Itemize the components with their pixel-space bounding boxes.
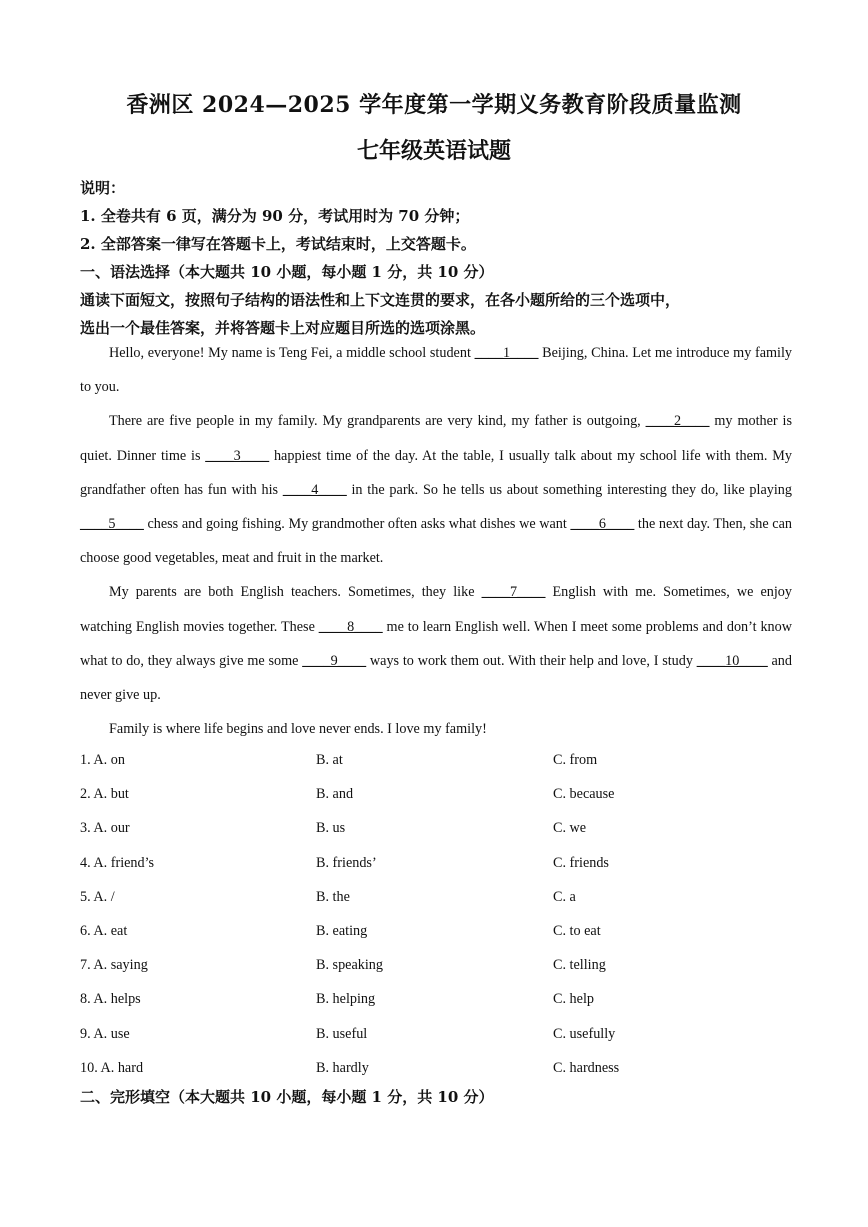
passage-paragraph-1: [80, 336, 792, 404]
option-a: 9. A. use: [80, 1025, 130, 1042]
option-c: C. friends: [553, 854, 609, 871]
blank-3: ____3____: [205, 447, 270, 464]
passage-text: Hello, everyone! My name is Teng Fei, a middle school student: [109, 345, 475, 361]
option-a: 8. A. helps: [80, 991, 141, 1008]
question-7-options: [80, 948, 792, 982]
option-c: C. usefully: [553, 1025, 616, 1042]
question-1-options: [80, 743, 792, 777]
option-b: B. and: [316, 786, 354, 803]
option-c: C. telling: [553, 957, 606, 974]
option-a: 5. A. /: [80, 888, 115, 905]
option-c: C. to eat: [553, 922, 601, 939]
question-10-options: [80, 1051, 792, 1085]
passage-paragraph-2: [80, 404, 792, 575]
question-4-options: [80, 846, 792, 880]
option-c: C. from: [553, 752, 598, 768]
passage-text: my mother is quiet. Dinner time is: [80, 413, 792, 464]
option-b: B. at: [316, 752, 343, 768]
passage-text: ways to work them out. With their help and love, I study: [366, 652, 697, 669]
option-b: B. friends’: [316, 854, 377, 871]
passage-text: Beijing, China. Let me introduce my family to you.: [80, 345, 793, 396]
option-b: B. hardly: [316, 1059, 369, 1076]
section-1-heading: 一、语法选择（本大题共 10 小题，每小题 1 分，共 10 分）: [80, 263, 494, 281]
blank-4: ____4____: [282, 481, 347, 498]
instruction-item: 1. 全卷共有 6 页，满分为 90 分，考试用时为 70 分钟；: [80, 207, 470, 225]
option-b: B. the: [316, 888, 350, 905]
question-2-options: [80, 777, 792, 811]
option-c: C. help: [553, 991, 594, 1008]
option-a: 1. A. on: [80, 752, 125, 768]
reading-passage: [80, 336, 792, 746]
blank-10: ____10____: [696, 652, 768, 669]
blank-8: ____8____: [318, 618, 383, 635]
passage-text: me to learn English well. When I meet some problems and don’t know what to do, they always give me some: [80, 618, 792, 669]
passage-text: My parents are both English teachers. Sometimes, they like: [109, 584, 482, 601]
option-a: 6. A. eat: [80, 922, 128, 939]
passage-text: There are five people in my family. My grandparents are very kind, my father is outgoing,: [109, 413, 646, 430]
option-b: B. eating: [316, 922, 368, 939]
question-9-options: [80, 1017, 792, 1051]
blank-5: ____5____: [80, 516, 144, 533]
blank-9: ____9____: [302, 652, 367, 669]
option-a: 2. A. but: [80, 786, 129, 803]
section-2-heading: 二、完形填空（本大题共 10 小题，每小题 1 分，共 10 分）: [80, 1088, 494, 1106]
section-1-directions: 选出一个最佳答案，并将答题卡上对应题目所选的选项涂黑。: [80, 319, 486, 337]
option-b: B. speaking: [316, 957, 383, 974]
instruction-item: 2. 全部答案一律写在答题卡上，考试结束时，上交答题卡。: [80, 235, 476, 253]
passage-text: and never give up.: [80, 652, 792, 704]
option-c: C. because: [553, 786, 615, 803]
passage-paragraph-3: [80, 575, 792, 712]
option-c: C. a: [553, 888, 576, 905]
answer-options: [80, 743, 792, 1085]
section-1-directions: 通读下面短文，按照句子结构的语法性和上下文连贯的要求，在各小题所给的三个选项中，: [80, 291, 681, 309]
passage-paragraph-4: Family is where life begins and love never ends. I love my family!: [109, 721, 487, 738]
blank-6: ____6____: [570, 516, 635, 533]
passage-text: the next day. Then, she can choose good vegetables, meat and fruit in the market.: [80, 516, 792, 567]
option-b: B. us: [316, 820, 346, 837]
passage-text: English with me. Sometimes, we enjoy watching English movies together. These: [80, 584, 792, 635]
passage-text: chess and going fishing. My grandmother often asks what dishes we want: [143, 516, 571, 533]
question-6-options: [80, 914, 792, 948]
option-b: B. helping: [316, 991, 376, 1008]
option-c: C. hardness: [553, 1059, 620, 1076]
option-c: C. we: [553, 820, 587, 837]
blank-7: ____7____: [481, 584, 546, 601]
exam-subtitle: 七年级英语试题: [356, 138, 511, 164]
instructions-label: 说明：: [80, 179, 126, 197]
option-a: 7. A. saying: [80, 957, 148, 974]
option-b: B. useful: [316, 1025, 368, 1042]
option-a: 10. A. hard: [80, 1059, 144, 1076]
blank-1: ____1____: [474, 345, 539, 361]
exam-title: 香洲区 2024—2025 学年度第一学期义务教育阶段质量监测: [126, 92, 742, 118]
passage-text: in the park. So he tells us about something interesting they do, like playing: [346, 481, 792, 498]
question-3-options: [80, 811, 792, 845]
option-a: 3. A. our: [80, 820, 130, 837]
question-8-options: [80, 982, 792, 1016]
instructions: [80, 174, 800, 342]
option-a: 4. A. friend’s: [80, 854, 155, 871]
blank-2: ____2____: [645, 413, 710, 430]
question-5-options: [80, 880, 792, 914]
passage-text: happiest time of the day. At the table, I usually talk about my school life with them. My grandfather often has fun with his: [80, 447, 792, 498]
